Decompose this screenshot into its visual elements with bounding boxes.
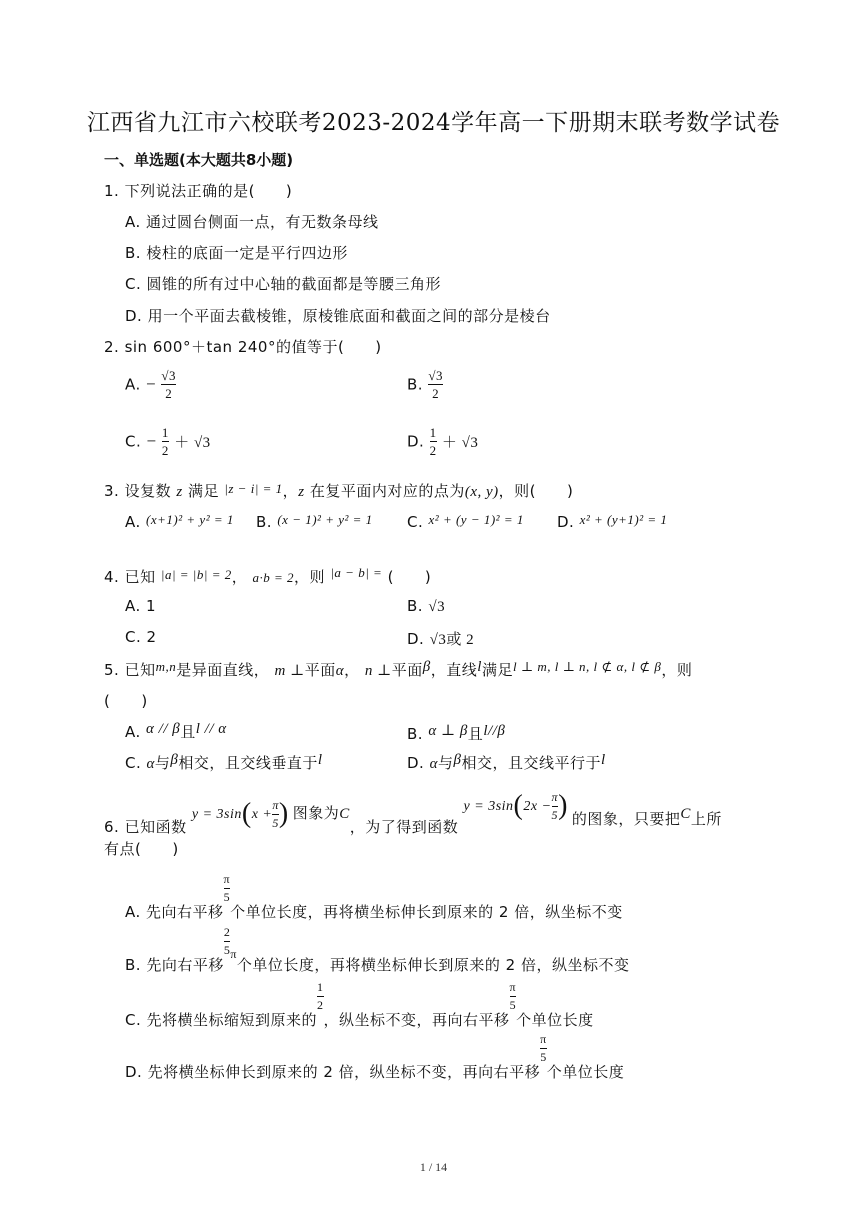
q2-option-b [407,368,443,401]
q4-option-a: A. 1 [125,597,157,615]
q5-option-d: D. α与β相交，且交线平行于l [407,752,606,772]
q1-option-d: D. 用一个平面去截棱锥，原棱锥底面和截面之间的部分是棱台 [125,307,551,325]
page-number: 1 / 14 [419,1160,448,1174]
section-heading: 一、单选题(本大题共8小题) [104,151,294,169]
q3-option-c: C. x² + (y − 1)² = 1 [407,512,524,531]
q6-option-b: B. 先向右平移 $\frac{2}{5}$ π个单位长度，再将横坐标伸长到原来的 2 倍，纵坐标不变 [125,925,630,974]
expression: |a − b| = [330,565,383,580]
q3-option-b: B. (x − 1)² + y² = 1 [256,512,373,531]
q3-option-a: A. (x+1)² + y² = 1 [125,512,234,531]
q1-stem: 1. 下列说法正确的是( ) [104,182,293,200]
q5-option-b: B. α ⊥ β且l//β [407,723,506,743]
q5-option-a: A. α // β且l // α [125,721,227,741]
fraction: $\frac{1}{2}$ [161,425,169,458]
q4-option-d: D. √3或 2 [407,630,475,648]
q1-option-b: B. 棱柱的底面一定是平行四边形 [125,244,348,262]
q6-option-a: A. 先向右平移 $\frac{\pi}{5}$ 个单位长度，再将横坐标伸长到原来的 2 倍，纵坐标不变 [125,872,623,921]
minus-sign: − [146,374,157,394]
fraction: $\frac{√3}{2}$ [428,368,443,401]
q3-option-d: D. x² + (y+1)² = 1 [557,512,668,531]
option-label: D. [407,432,425,451]
q1-option-c: C. 圆锥的所有过中心轴的截面都是等腰三角形 [125,275,442,293]
condition: |z − i| = 1 [224,481,283,496]
q4-stem: 4. 已知 |a| = |b| = 2， a·b = 2，则 |a − b| = ( ) [104,565,432,586]
tail-term: ＋ √3 [441,435,479,451]
q2-stem: 2. sin 600°＋tan 240°的值等于( ) [104,338,382,356]
minus-sign: − [146,431,157,451]
q6-option-d: D. 先将横坐标伸长到原来的 2 倍，纵坐标不变，再向右平移 $\frac{\pi}{5}$ 个单位长度 [125,1032,625,1081]
document-title: 江西省九江市六校联考2023-2024学年高一下册期末联考数学试卷 [86,110,781,136]
q5-option-c: C. α与β相交，且交线垂直于l [125,752,323,772]
q2-option-a [125,368,176,401]
q2-option-c [125,425,211,458]
tail-term: ＋ √3 [174,435,211,451]
q6-stem-line2: 有点( ) [104,840,179,858]
option-label: C. [125,432,142,451]
q4-option-b: B. √3 [407,597,446,615]
fraction: $\frac{1}{2}$ [429,425,437,458]
q6-option-c: C. 先将横坐标缩短到原来的 $\frac{1}{2}$ ，纵坐标不变，再向右平移 $\frac{\pi}{5}$ 个单位长度 [125,980,594,1029]
option-label: B. [407,375,424,394]
q3-stem: 3. 设复数 z 满足 |z − i| = 1，z 在复平面内对应的点为(x, y)，则( ) [104,481,574,500]
condition: |a| = |b| = 2 [160,567,232,582]
q6-stem-line1: 6. 已知函数 y = 3sin(x + $\frac{\pi}{5}$ ) 图象为C，为了得到函数 y = 3sin(2x − $\frac{\pi}{5}$ ) 的图象，只要把C上所 [104,790,722,836]
q2-option-d [407,425,478,458]
option-label: A. [125,375,141,394]
function-2: y = 3sin(2x − $\frac{\pi}{5}$ ) [463,790,568,823]
function-1: y = 3sin(x + $\frac{\pi}{5}$ ) [191,798,289,831]
fraction: $\frac{√3}{2}$ [161,368,177,401]
q4-option-c: C. 2 [125,628,157,646]
condition: a·b = 2 [252,570,295,585]
q5-stem: 5. 已知m,n是异面直线， m ⊥平面α， n ⊥平面β，直线l满足l ⊥ m, l ⊥ n, l ⊄ α, l ⊄ β，则 [104,659,693,679]
q1-option-a: A. 通过圆台侧面一点，有无数条母线 [125,213,379,231]
q5-paren: ( ) [104,692,148,710]
